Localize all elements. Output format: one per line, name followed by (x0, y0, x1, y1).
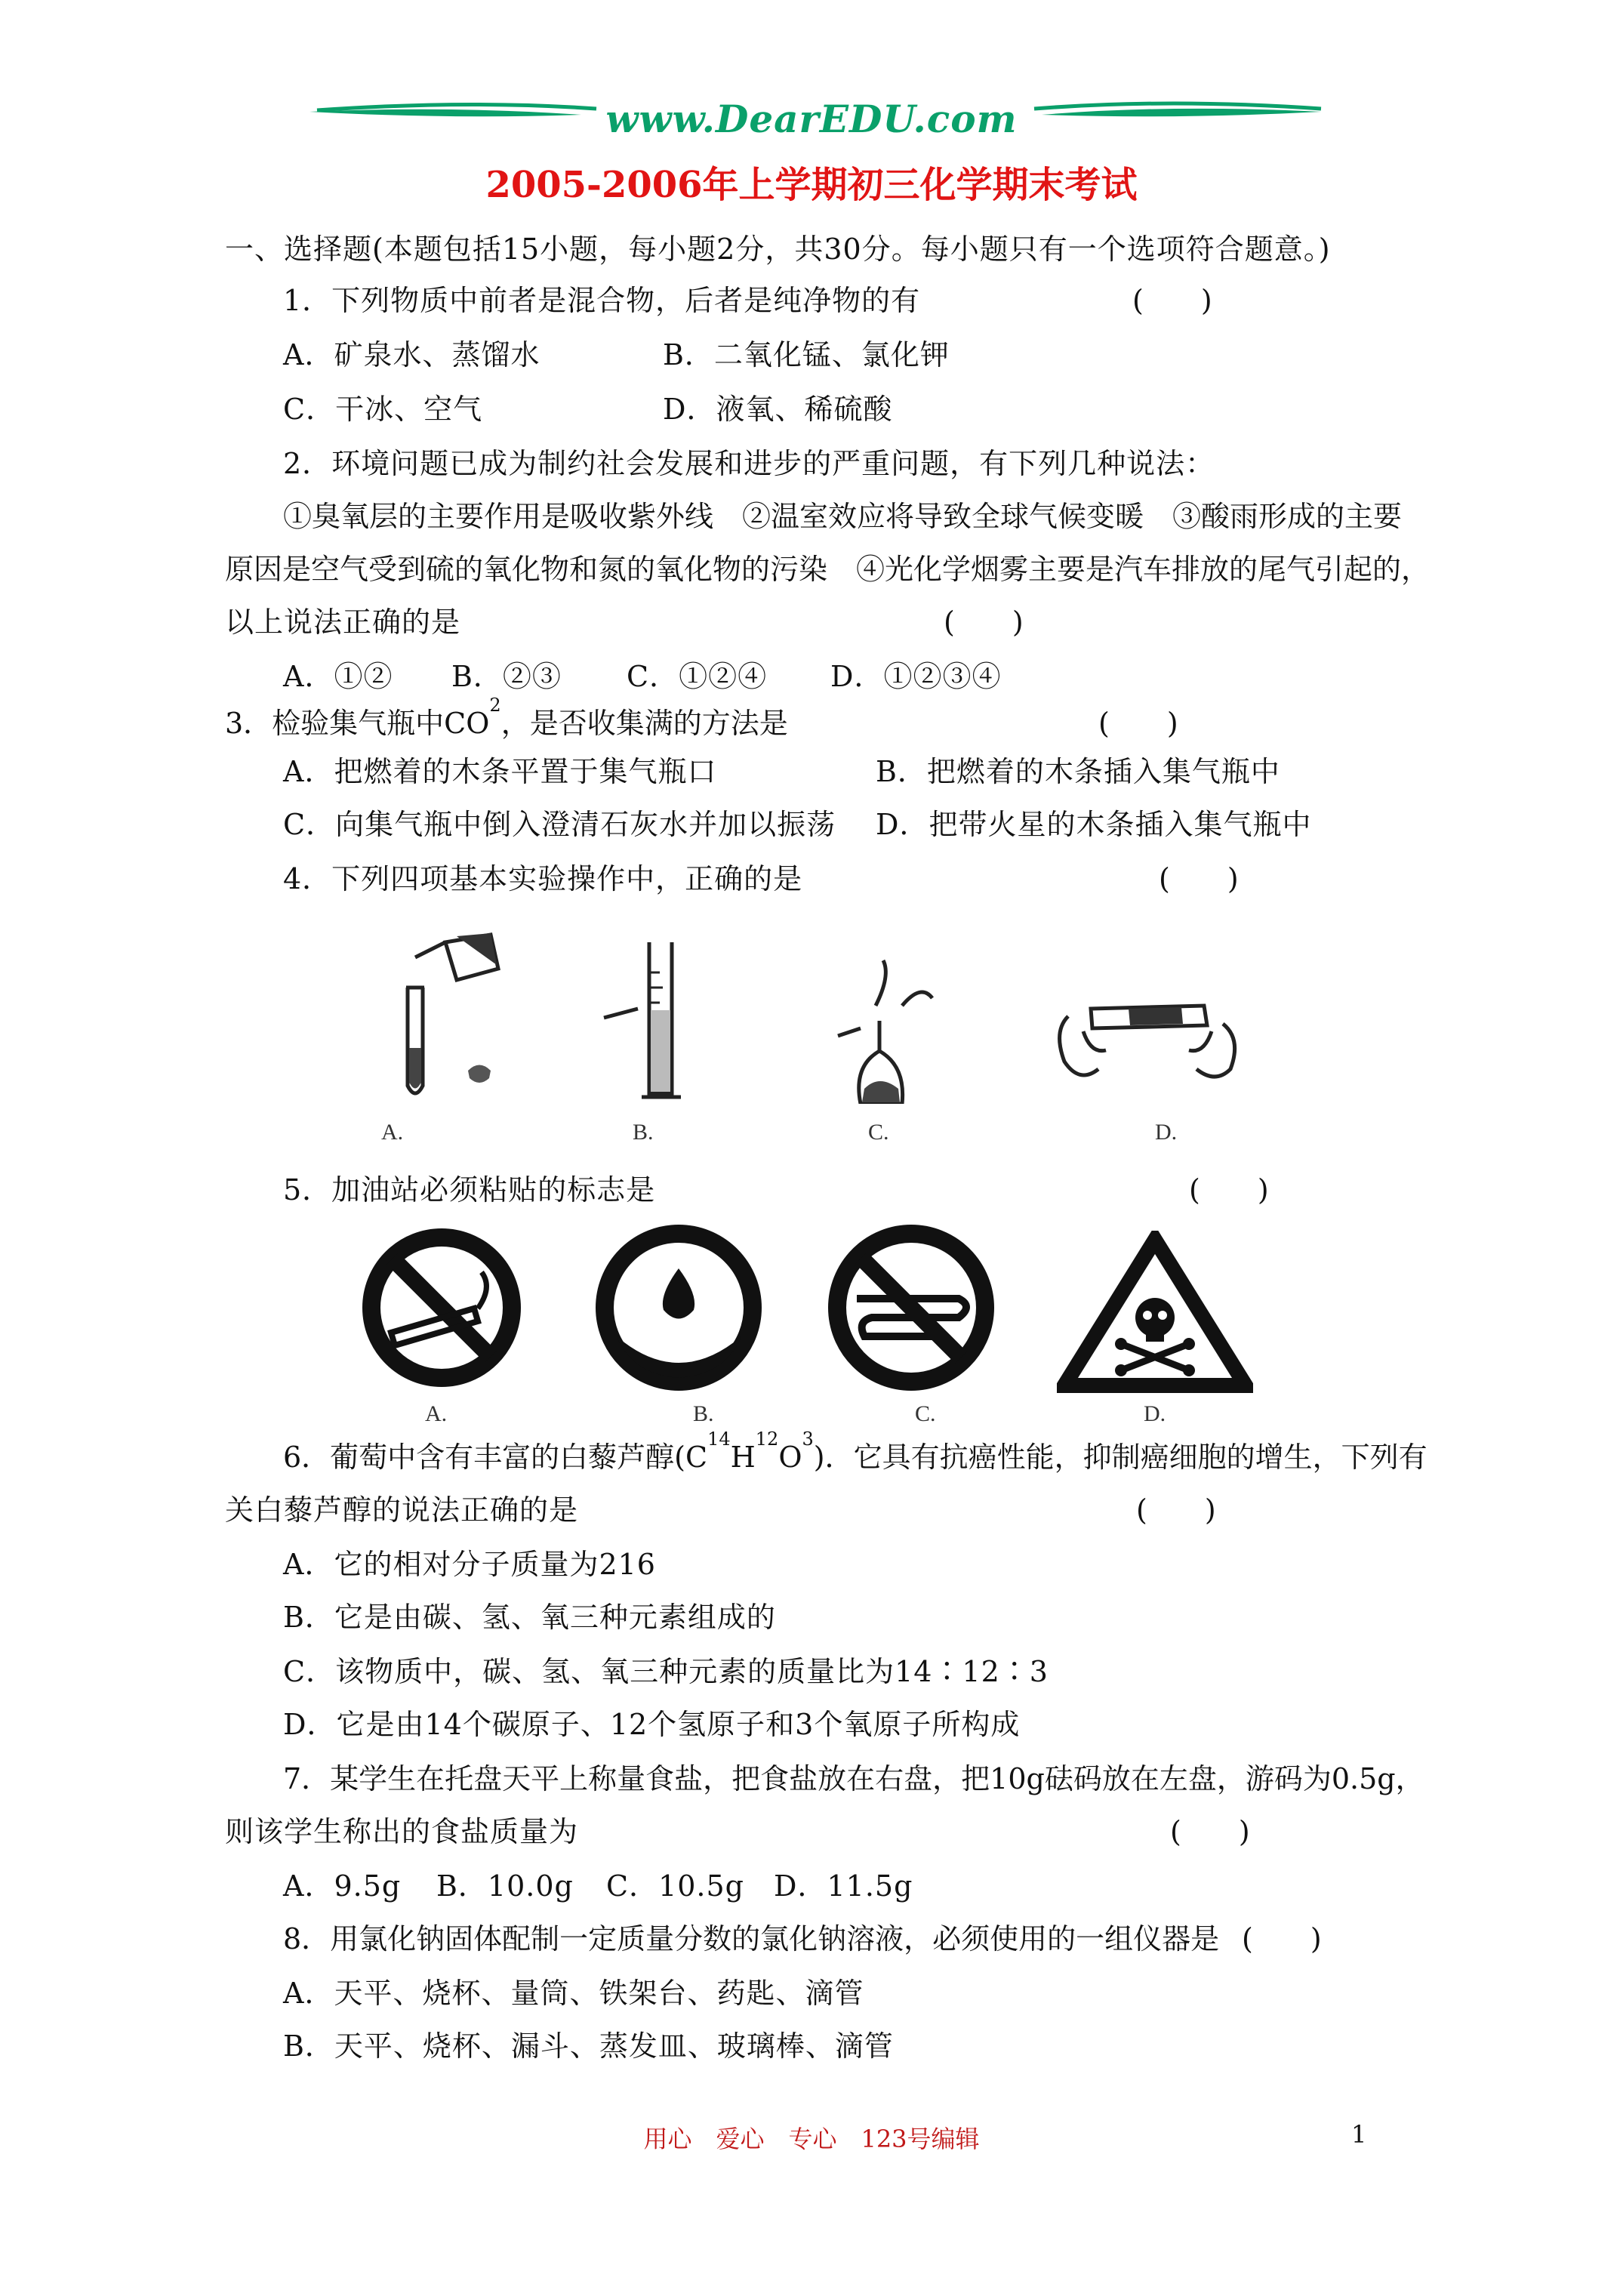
q2-statement-line-2: 原因是空气受到硫的氧化物和氮的氧化物的污染 ④光化学烟雾主要是汽车排放的尾气引起的， (225, 553, 1431, 586)
page-number: 1 (1351, 2120, 1367, 2149)
q2-statement-line-1: ①臭氧层的主要作用是吸收紫外线 ②温室效应将导致全球气候变暖 ③酸雨形成的主要 (283, 500, 1403, 533)
q2-stem: 2．环境问题已成为制约社会发展和进步的严重问题，有下列几种说法： (283, 447, 1215, 480)
q5-sign-b-label: B. (693, 1401, 714, 1426)
q1-stem: 1．下列物质中前者是混合物，后者是纯净物的有 (283, 284, 921, 317)
q4-stem: 4．下列四项基本实验操作中，正确的是 (283, 862, 803, 895)
q6-subscript-o: 3 (802, 1428, 814, 1450)
brand-logo-text[interactable]: www.DearEDU.com (605, 97, 1018, 141)
q5-water-drop-hand-sign-icon (594, 1223, 764, 1393)
q5-stem: 5．加油站必须粘贴的标志是 (283, 1173, 656, 1207)
q1-option-a: A．矿泉水、蒸馏水 (283, 338, 540, 371)
q6-stem (283, 1428, 1427, 1475)
q1-answer-paren: ( ) (1132, 284, 1212, 317)
q6-stem-part-2: )．它具有抗癌性能，抑制癌细胞的增生，下列有 (813, 1441, 1427, 1474)
q2-option-d: D．①②③④ (830, 660, 1002, 693)
q6-formula-h: H (730, 1441, 756, 1474)
q4-figure-a-pouring-liquid (385, 927, 521, 1116)
q6-option-b: B．它是由碳、氢、氧三种元素组成的 (283, 1601, 776, 1634)
q3-answer-paren: ( ) (1098, 707, 1178, 740)
section-heading: 一、选择题(本题包括15小题，每小题2分，共30分。每小题只有一个选项符合题意。) (225, 233, 1331, 266)
q5-sign-c-label: C. (915, 1401, 936, 1426)
q2-option-c: C．①②④ (627, 660, 768, 693)
q7-stem: 7．某学生在托盘天平上称量食盐，把食盐放在右盘，把10g砝码放在左盘，游码为0.5g， (283, 1762, 1424, 1795)
q2-statement-line-3: 以上说法正确的是 (225, 606, 461, 639)
q4-figure-a-label: A. (381, 1120, 404, 1145)
q5-sign-d-label: D. (1144, 1401, 1166, 1426)
q6-option-d: D．它是由14个碳原子、12个氢原子和3个氧原子所构成 (283, 1708, 1021, 1741)
q3-stem-part-2: ，是否收集满的方法是 (500, 707, 788, 740)
q1-option-d: D．液氧、稀硫酸 (663, 393, 893, 426)
q4-figure-d-test-tube-handling (1053, 978, 1242, 1092)
q7-option-c: C．10.5g (606, 1869, 745, 1903)
q1-option-c: C．干冰、空气 (283, 393, 483, 426)
q3-option-d: D．把带火星的木条插入集气瓶中 (876, 808, 1312, 841)
q7-option-a: A．9.5g (283, 1869, 402, 1903)
q3-option-c: C．向集气瓶中倒入澄清石灰水并加以振荡 (283, 808, 836, 841)
q2-option-b: B．②③ (451, 660, 562, 693)
q7-option-b: B．10.0g (436, 1869, 574, 1903)
q8-stem: 8．用氯化钠固体配制一定质量分数的氯化钠溶液，必须使用的一组仪器是 (283, 1922, 1220, 1955)
q4-figure-c-label: C. (868, 1120, 889, 1145)
q4-figure-c-alcohol-lamp (830, 953, 959, 1104)
q6-option-a: A．它的相对分子质量为216 (283, 1548, 656, 1581)
q6-option-c: C．该物质中，碳、氢、氧三种元素的质量比为14∶12∶3 (283, 1655, 1049, 1688)
q7-stem-line-2: 则该学生称出的食盐质量为 (225, 1815, 579, 1848)
q8-answer-paren: ( ) (1242, 1922, 1322, 1955)
q4-figure-b-graduated-cylinder (596, 927, 710, 1116)
q6-answer-paren: ( ) (1136, 1493, 1216, 1527)
q4-answer-paren: ( ) (1159, 862, 1239, 895)
q5-sign-a-label: A. (425, 1401, 448, 1426)
footer-note: 用心 爱心 专心 123号编辑 (643, 2125, 980, 2153)
q6-subscript-c: 14 (707, 1428, 731, 1450)
q6-formula-o: O (778, 1441, 802, 1474)
q5-no-vehicle-sign-icon (827, 1223, 996, 1393)
q6-subscript-h: 12 (755, 1428, 779, 1450)
q3-option-a: A．把燃着的木条平置于集气瓶口 (283, 755, 717, 788)
q7-answer-paren: ( ) (1170, 1815, 1250, 1848)
q3-stem-part-1: 3．检验集气瓶中CO (225, 707, 490, 740)
exam-title: 2005-2006年上学期初三化学期末考试 (485, 164, 1138, 206)
q5-answer-paren: ( ) (1189, 1173, 1269, 1207)
q2-answer-paren: ( ) (944, 606, 1024, 639)
q8-option-a: A．天平、烧杯、量筒、铁架台、药匙、滴管 (283, 1977, 864, 2010)
q1-option-b: B．二氧化锰、氯化钾 (663, 338, 950, 371)
q2-option-a: A．①② (283, 660, 393, 693)
q5-no-smoking-sign-icon (361, 1227, 523, 1389)
q4-figure-d-label: D. (1155, 1120, 1178, 1145)
q6-stem-part-1: 6．葡萄中含有丰富的白藜芦醇(C (283, 1441, 708, 1474)
q3-option-b: B．把燃着的木条插入集气瓶中 (876, 755, 1280, 788)
q3-stem (225, 695, 788, 741)
q6-stem-line-2: 关白藜芦醇的说法正确的是 (225, 1493, 579, 1527)
q7-option-d: D．11.5g (774, 1869, 913, 1903)
q5-toxic-skull-sign-icon (1057, 1231, 1253, 1393)
q4-figure-b-label: B. (633, 1120, 654, 1145)
q3-co2-subscript: 2 (489, 695, 501, 716)
q8-option-b: B．天平、烧杯、漏斗、蒸发皿、玻璃棒、滴管 (283, 2029, 894, 2063)
